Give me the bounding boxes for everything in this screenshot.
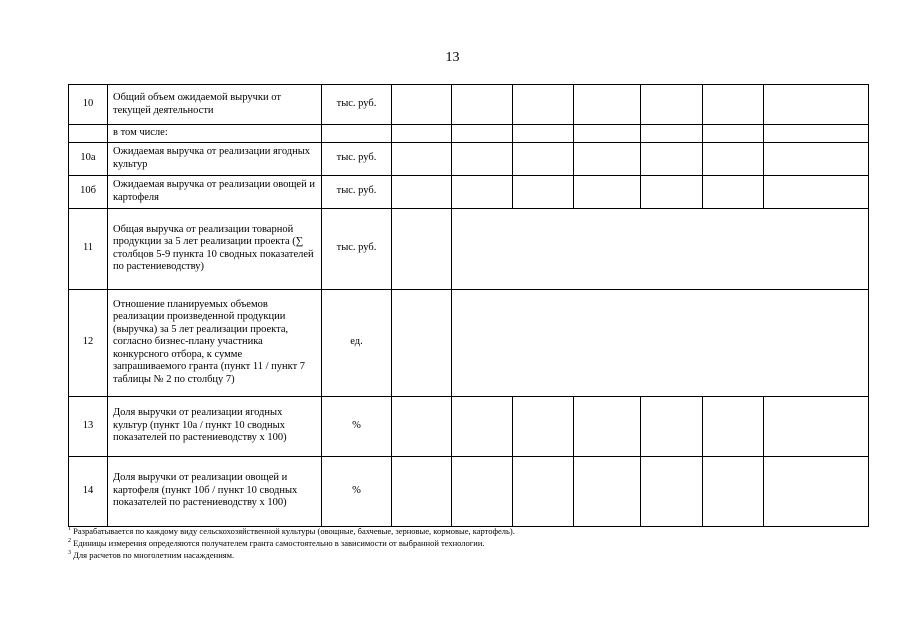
- value-cell: [703, 125, 764, 143]
- value-cell: [392, 85, 452, 125]
- value-cell: [452, 125, 513, 143]
- table-row: [69, 396, 869, 456]
- value-cell: [392, 142, 452, 175]
- row-number: 12: [69, 289, 108, 396]
- row-description: Ожидаемая выручка от реализации ягодных культур: [108, 142, 322, 175]
- value-cell: [764, 175, 869, 208]
- row-unit: тыс. руб.: [322, 175, 392, 208]
- value-cell: [641, 396, 703, 456]
- value-cell: [392, 289, 452, 396]
- table-row: [69, 289, 869, 396]
- row-number: 10б: [69, 175, 108, 208]
- value-cell: [392, 396, 452, 456]
- footnote-text: Для расчетов по многолетним насаждениям.: [73, 550, 235, 560]
- row-unit: тыс. руб.: [322, 208, 392, 289]
- footnote-text: Единицы измерения определяются получателем гранта самостоятельно в зависимости от выбранной технологии.: [73, 538, 485, 548]
- row-unit: %: [322, 396, 392, 456]
- merged-value-cell: [452, 208, 869, 289]
- value-cell: [452, 142, 513, 175]
- row-number: 13: [69, 396, 108, 456]
- value-cell: [574, 175, 641, 208]
- value-cell: [452, 456, 513, 526]
- row-description: Доля выручки от реализации ягодных культур (пункт 10а / пункт 10 сводных показателей по растениеводству х 100): [108, 396, 322, 456]
- row-unit: [322, 125, 392, 143]
- row-description: в том числе:: [108, 125, 322, 143]
- footnote-mark: 1: [68, 526, 71, 533]
- value-cell: [703, 396, 764, 456]
- value-cell: [452, 396, 513, 456]
- row-number: 10: [69, 85, 108, 125]
- value-cell: [703, 142, 764, 175]
- value-cell: [641, 175, 703, 208]
- row-unit: %: [322, 456, 392, 526]
- value-cell: [513, 396, 574, 456]
- value-cell: [574, 125, 641, 143]
- table-row: [69, 208, 869, 289]
- row-description: Общий объем ожидаемой выручки от текущей деятельности: [108, 85, 322, 125]
- row-description: Доля выручки от реализации овощей и картофеля (пункт 10б / пункт 10 сводных показателей по растениеводству х 100): [108, 456, 322, 526]
- table-row: [69, 142, 869, 175]
- value-cell: [392, 125, 452, 143]
- value-cell: [641, 456, 703, 526]
- value-cell: [764, 456, 869, 526]
- table-row: [69, 85, 869, 125]
- value-cell: [641, 125, 703, 143]
- value-cell: [574, 456, 641, 526]
- value-cell: [574, 142, 641, 175]
- footnote-mark: 2: [68, 538, 71, 545]
- value-cell: [703, 175, 764, 208]
- row-number: 11: [69, 208, 108, 289]
- footnote: [68, 525, 868, 537]
- value-cell: [703, 85, 764, 125]
- value-cell: [641, 85, 703, 125]
- table-row: [69, 125, 869, 143]
- footnote: [68, 537, 868, 549]
- value-cell: [392, 456, 452, 526]
- value-cell: [513, 175, 574, 208]
- value-cell: [641, 142, 703, 175]
- value-cell: [392, 175, 452, 208]
- footnote: [68, 549, 868, 561]
- footnote-text: Разрабатывается по каждому виду сельскохозяйственной культуры (овощные, бахчевые, зерновые, кормовые, картофель).: [73, 526, 515, 536]
- row-description: Общая выручка от реализации товарной продукции за 5 лет реализации проекта (∑ столбцов 5-9 пункта 10 сводных показателей по растениеводству): [108, 208, 322, 289]
- row-unit: тыс. руб.: [322, 142, 392, 175]
- value-cell: [764, 125, 869, 143]
- value-cell: [574, 396, 641, 456]
- value-cell: [452, 175, 513, 208]
- value-cell: [452, 85, 513, 125]
- value-cell: [513, 456, 574, 526]
- merged-value-cell: [452, 289, 869, 396]
- row-description: Ожидаемая выручка от реализации овощей и картофеля: [108, 175, 322, 208]
- value-cell: [574, 85, 641, 125]
- footnote-mark: 3: [68, 550, 71, 557]
- row-number: 14: [69, 456, 108, 526]
- row-unit: ед.: [322, 289, 392, 396]
- value-cell: [513, 125, 574, 143]
- table-row: [69, 456, 869, 526]
- value-cell: [513, 142, 574, 175]
- row-description: Отношение планируемых объемов реализации произведенной продукции (выручка) за 5 лет реализации проекта, согласно бизнес-плану участника конкурсного отбора, к сумме запрашиваемого гранта (пункт 11 / пункт 7 таблицы № 2 по столбцу 7): [108, 289, 322, 396]
- row-number: 10а: [69, 142, 108, 175]
- table-row: [69, 175, 869, 208]
- value-cell: [764, 396, 869, 456]
- value-cell: [764, 142, 869, 175]
- page-number: 13: [445, 50, 460, 65]
- row-number: [69, 125, 108, 143]
- footnotes: [68, 525, 868, 561]
- value-cell: [513, 85, 574, 125]
- indicators-table: [68, 84, 869, 527]
- value-cell: [703, 456, 764, 526]
- value-cell: [392, 208, 452, 289]
- value-cell: [764, 85, 869, 125]
- row-unit: тыс. руб.: [322, 85, 392, 125]
